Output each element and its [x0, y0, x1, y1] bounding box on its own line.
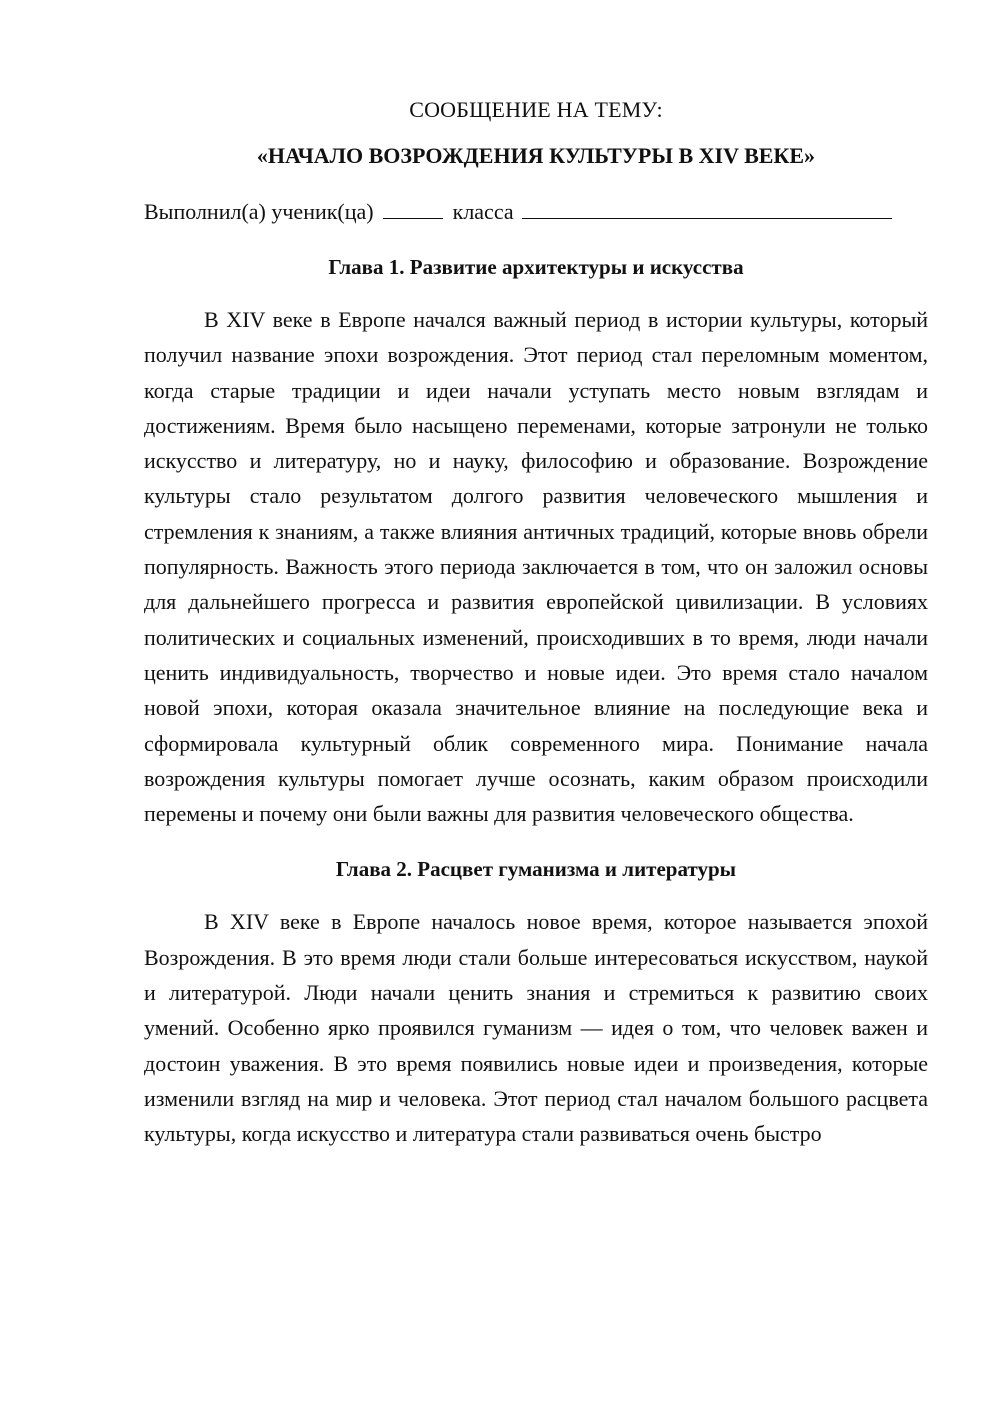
class-number-blank [383, 194, 443, 219]
chapter-2-title: Глава 2. Расцвет гуманизма и литературы [335, 857, 737, 882]
chapter-1-title: Глава 1. Развитие архитектуры и искусства [328, 255, 744, 279]
chapter-1-text: В XIV веке в Европе начался важный период в истории культуры, который получил название эпохи возрождения. Этот период стал переломным моментом, когда старые традиции и идеи начали уступать место новым взглядам и достижениям. Время было насыщено переменами, которые затронули не только искусство и литературу, но и науку, философию и образование. Возрождение культуры стало результатом долгого развития человеческого мышления и стремления к знаниям, а также влияния античных традиций, которые вновь обрели популярность. Важность этого периода заключается в том, что он заложил основы для дальнейшего прогресса и развития европейской цивилизации. В условиях политических и социальных изменений, происходивших в то время, люди начали ценить индивидуальность, творчество и новые идеи. Это время стало началом новой эпохи, которая оказала значительное влияние на последующие века и сформировала культурный облик современного мира. Понимание начала возрождения культуры помогает лучше осознать, каким образом происходили перемены и почему они были важны для развития человеческого общества. [144, 307, 928, 827]
document-page [144, 92, 928, 1152]
byline-class-word: класса [452, 199, 514, 224]
document-kicker: СООБЩЕНИЕ НА ТЕМУ: [409, 97, 663, 122]
chapter-2-text: В XIV веке в Европе началось новое время, которое называется эпохой Возрождения. В это время люди стали больше интересоваться искусством, наукой и литературой. Люди начали ценить знания и стремиться к развитию своих умений. Особенно ярко проявился гуманизм — идея о том, что человек важен и достоин уважения. В это время появились новые идеи и произведения, которые изменили взгляд на мир и человека. Этот период стал началом большого расцвета культуры, когда искусство и литература стали развиваться очень быстро [144, 909, 928, 1147]
byline-performed-by: Выполнил(а) ученик(ца) [144, 199, 374, 224]
document-title: «НАЧАЛО ВОЗРОЖДЕНИЯ КУЛЬТУРЫ В XIV ВЕКЕ» [256, 143, 816, 168]
byline [144, 194, 928, 230]
student-name-blank [522, 194, 892, 219]
